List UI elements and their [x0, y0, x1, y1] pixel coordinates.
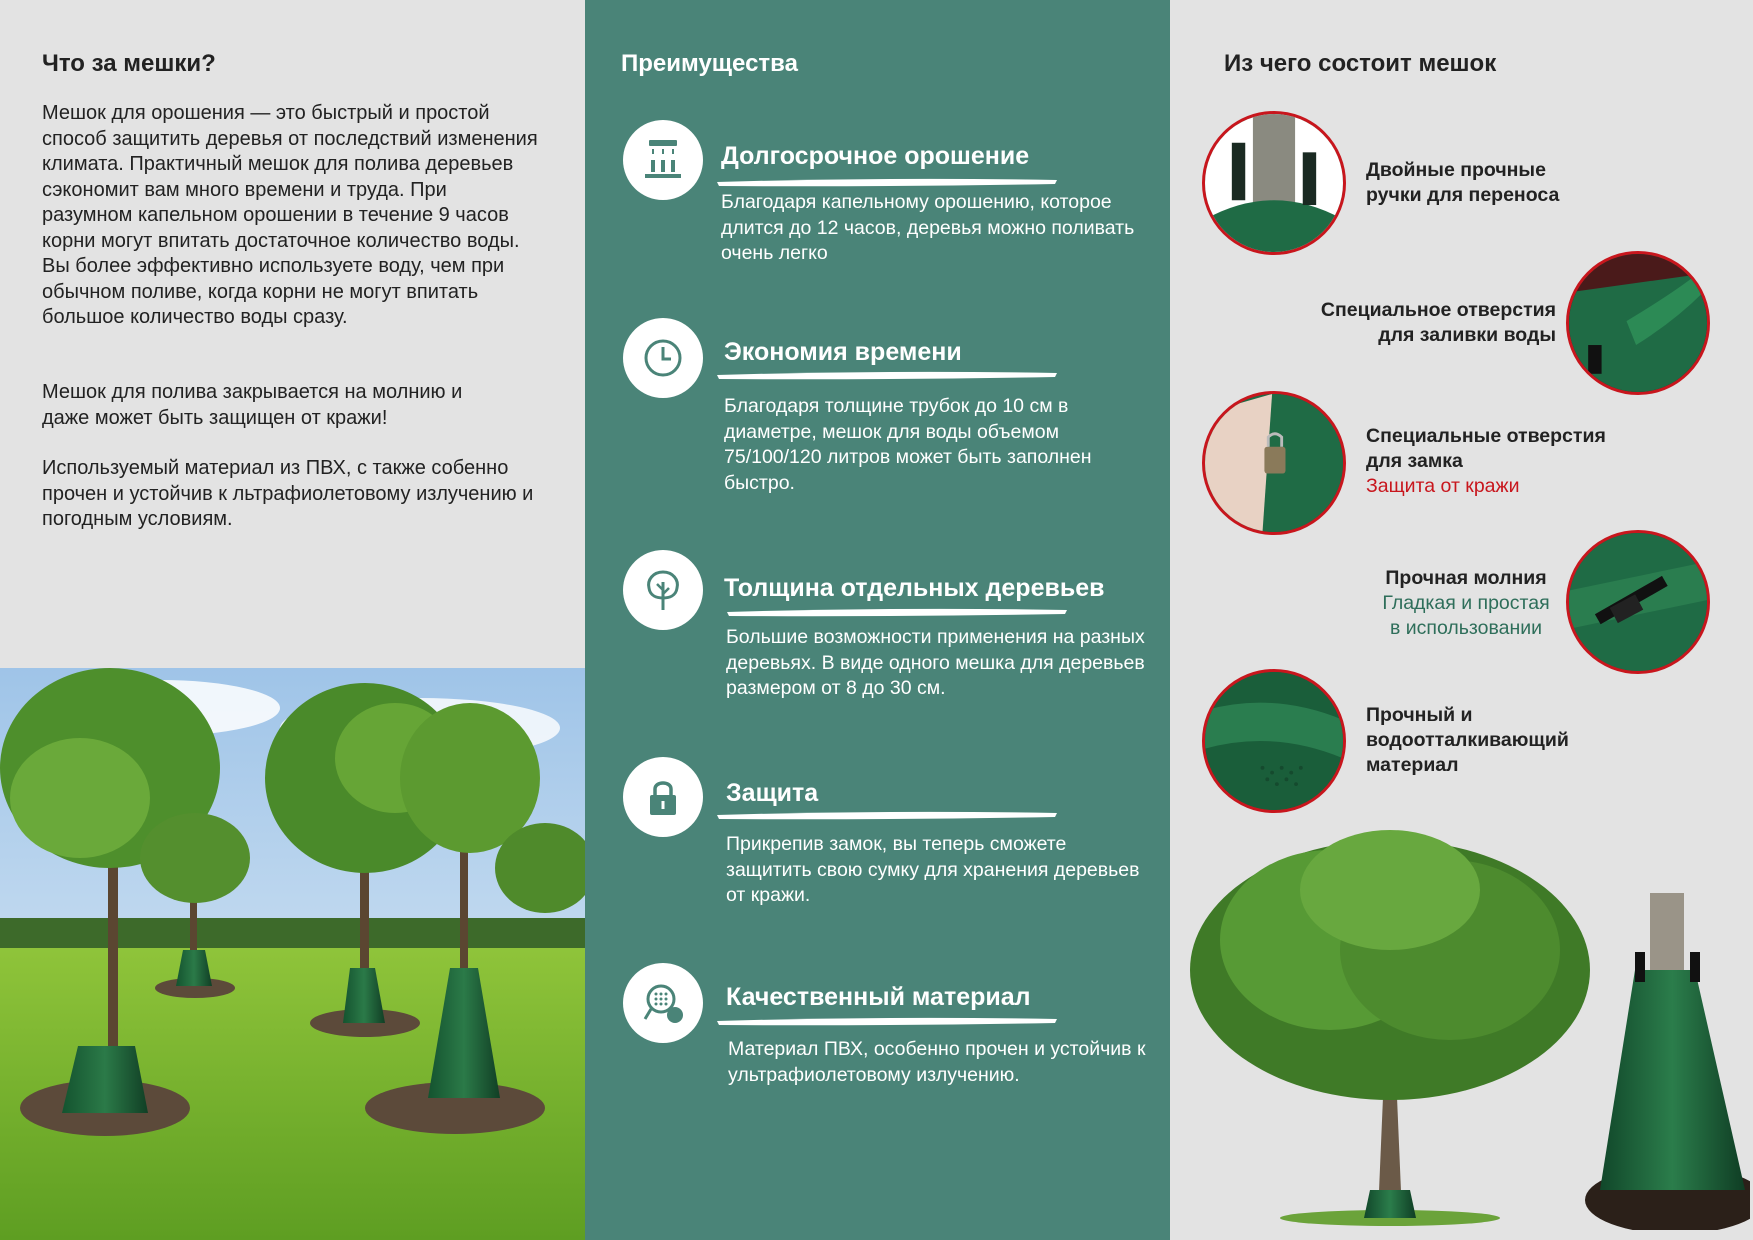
- feature-text: Большие возможности применения на разных деревьях. В виде одного мешка для деревьев размером от 8 до 30 см.: [726, 626, 1145, 699]
- intro-paragraph: Мешок для орошения — это быстрый и простой способ защитить деревья от последствий изменения климата. Практичный мешок для полива деревьев сэкономит вам много времени и труда. При разумном капельном орошении в течение 9 часов корни могут впитать достаточное количество воды. Вы более эффективно используете воду, чем при обычном поливе, когда корни не могут впитать большое количество воды сразу.: [42, 102, 538, 328]
- feature-quality-material: [623, 963, 1163, 1113]
- pvc-material-photo: [1202, 669, 1346, 813]
- feature-protection: [623, 757, 1163, 907]
- fill-opening-label: Специальное отверстия для заливки воды: [1320, 299, 1556, 346]
- zipper-paragraph: Мешок для полива закрывается на молнию и даже может быть защищен от кражи!: [42, 381, 463, 429]
- handles-label: Двойные прочные ручки для переноса: [1366, 159, 1560, 206]
- clock-icon: [623, 318, 703, 398]
- left-heading: Что за мешки?: [42, 50, 216, 77]
- handles-photo: [1202, 111, 1346, 255]
- feature-time-saving: [623, 318, 1163, 498]
- feature-title: Экономия времени: [724, 338, 962, 366]
- feature-text: Материал ПВХ, особенно прочен и устойчив к ультрафиолетовому излучению.: [728, 1038, 1146, 1086]
- advantages-heading: Преимущества: [621, 50, 798, 77]
- material-paragraph: Используемый материал из ПВХ, с также собенно прочен и устойчив к льтрафиолетовому излучению и погодным условиям.: [42, 457, 534, 530]
- material-quality-icon: [623, 963, 703, 1043]
- pvc-material-label: Прочный и водоотталкивающий материал: [1366, 704, 1569, 776]
- zipper-photo: [1566, 530, 1710, 674]
- fill-opening-photo: [1566, 251, 1710, 395]
- brush-underline: [717, 809, 1057, 821]
- lock-opening-label: Специальные отверстия для замка Защита от кражи: [1366, 425, 1606, 497]
- feature-title: Защита: [726, 779, 819, 807]
- tree-with-bag-photo: [1180, 820, 1750, 1230]
- feature-text: Благодаря капельному орошению, которое длится до 12 часов, деревья можно поливать очень легко: [721, 191, 1135, 264]
- brush-underline: [717, 176, 1057, 188]
- left-panel: [0, 0, 585, 1240]
- zipper-label: Прочная молния Гладкая и простая в использовании: [1382, 567, 1550, 639]
- feature-long-irrigation: [623, 120, 1163, 270]
- brush-underline: [717, 1015, 1057, 1027]
- feature-text: Благодаря толщине трубок до 10 см в диаметре, мешок для воды объемом 75/100/120 литров может быть заполнен быстро.: [724, 395, 1092, 494]
- components-heading: Из чего состоит мешок: [1224, 50, 1497, 77]
- feature-title: Качественный материал: [726, 983, 1031, 1011]
- lock-opening-photo: [1202, 391, 1346, 535]
- feature-title: Толщина отдельных деревьев: [724, 574, 1105, 602]
- feature-title: Долгосрочное орошение: [721, 142, 1030, 170]
- tree-icon: [623, 550, 703, 630]
- park-trees-photo: [0, 668, 585, 1240]
- feature-text: Прикрепив замок, вы теперь сможете защитить свою сумку для хранения деревьев от кражи.: [726, 833, 1140, 906]
- advantages-panel: [585, 0, 1170, 1240]
- feature-tree-thickness: [623, 550, 1163, 700]
- brush-underline: [717, 369, 1057, 381]
- brush-underline: [717, 606, 1077, 618]
- irrigation-icon: [623, 120, 703, 200]
- lock-icon: [623, 757, 703, 837]
